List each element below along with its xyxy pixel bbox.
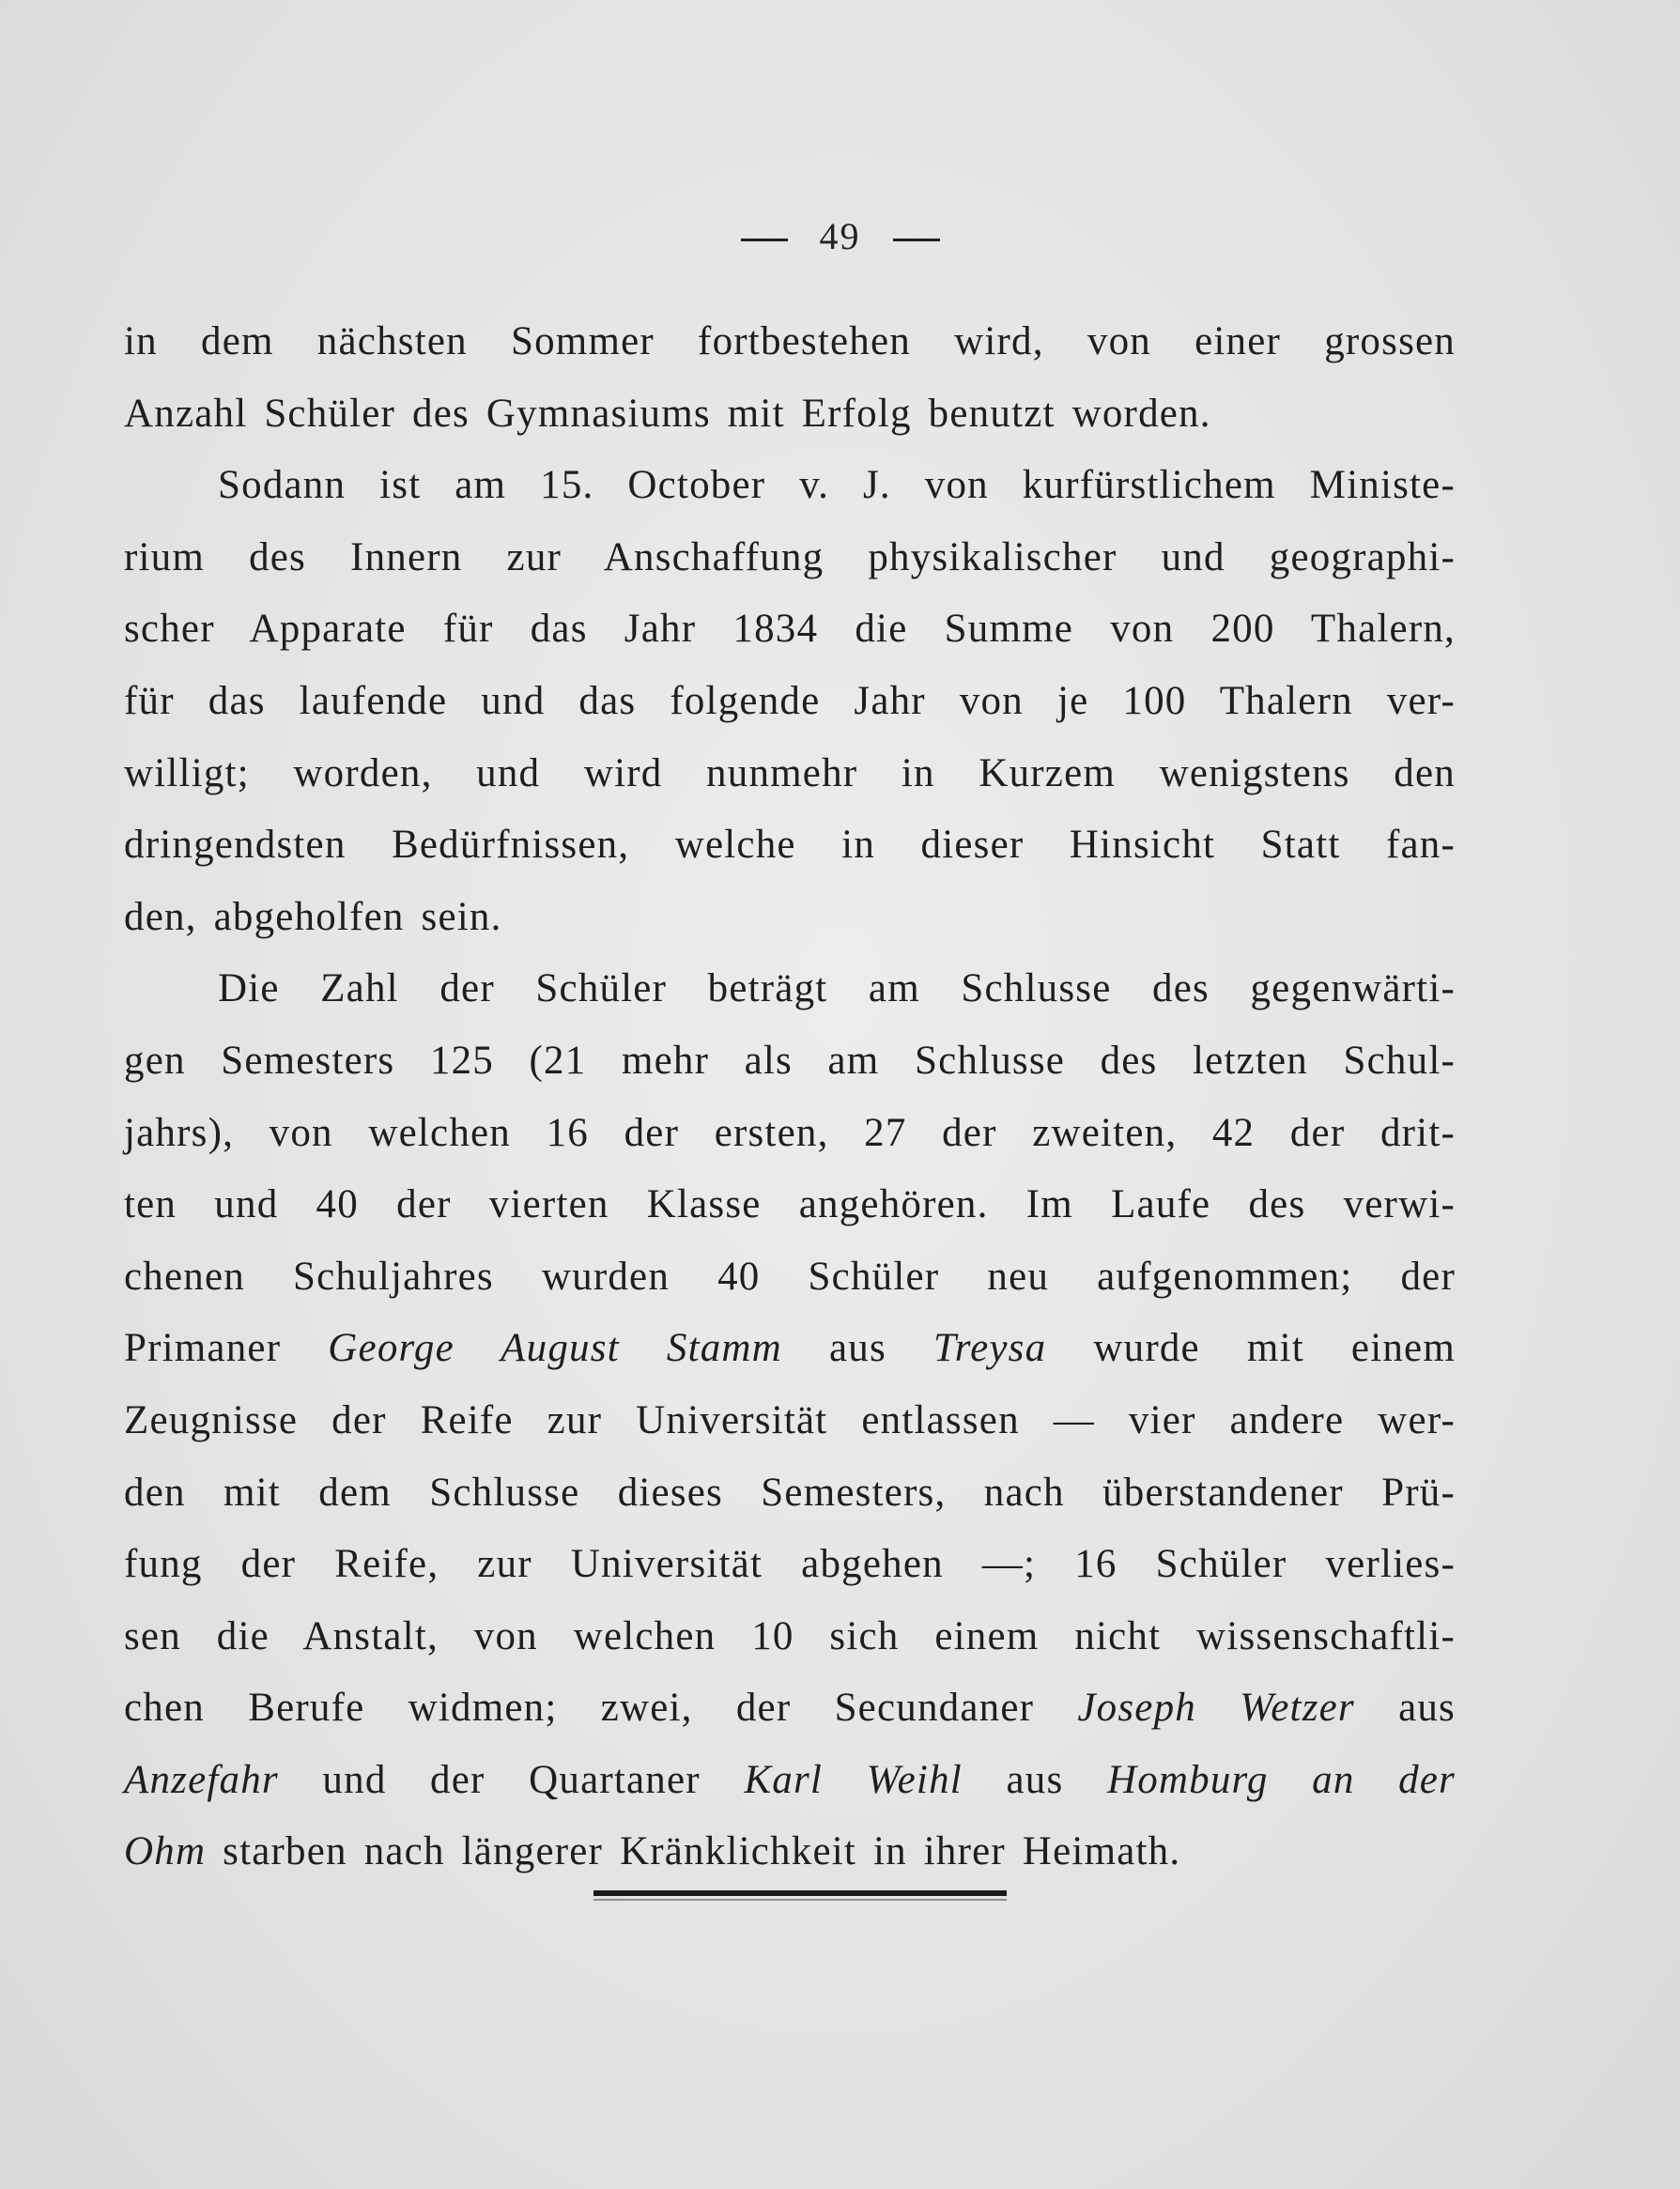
text-segment: starben nach längerer Kränklichkeit in ihrer Heimath. — [206, 1829, 1181, 1874]
text-line: chenen Schuljahres wurden 40 Schüler neu aufgenommen; der — [124, 1254, 1456, 1299]
text-segment: aus — [1354, 1686, 1456, 1731]
text-segment: aus — [781, 1326, 934, 1371]
text-segment: aus — [962, 1757, 1107, 1802]
text-line: rium des Innern zur Anschaffung physikalischer und geographi- — [124, 534, 1456, 579]
text-line: Zeugnisse der Reife zur Universität entlassen — vier andere wer- — [124, 1397, 1456, 1442]
text-line: sen die Anstalt, von welchen 10 sich einem nicht wissenschaftli- — [124, 1613, 1456, 1658]
end-rule-shadow — [593, 1899, 1007, 1901]
text-line: für das laufende und das folgende Jahr von je 100 Thalern ver- — [124, 678, 1456, 723]
text-line — [124, 1745, 1456, 1817]
header-dash-left — [741, 239, 788, 241]
text-line: scher Apparate für das Jahr 1834 die Summe von 200 Thalern, — [124, 607, 1456, 652]
text-line: den mit dem Schlusse dieses Semesters, nach überstandener Prü- — [124, 1470, 1456, 1515]
text-line: jahrs), von welchen 16 der ersten, 27 der zweiten, 42 der drit- — [124, 1110, 1456, 1155]
text-segment: chen Berufe widmen; zwei, der Secundaner — [124, 1686, 1078, 1731]
text-line: dringendsten Bedürfnissen, welche in dieser Hinsicht Statt fan- — [124, 823, 1456, 868]
end-rule — [593, 1890, 1007, 1896]
italic-name: Joseph Wetzer — [1077, 1686, 1355, 1731]
text-line — [124, 1313, 1456, 1385]
text-segment: wurde mit einem — [1046, 1326, 1456, 1371]
italic-name: Treysa — [933, 1326, 1047, 1371]
text-line: Die Zahl der Schüler beträgt am Schlusse des gegenwärti- — [218, 966, 1456, 1011]
header-dash-right — [893, 239, 940, 241]
italic-name: Karl Weihl — [744, 1757, 963, 1802]
text-segment: und der Quartaner — [278, 1757, 745, 1802]
italic-name: Anzefahr — [124, 1757, 279, 1802]
text-line: ten und 40 der vierten Klasse angehören. Im Laufe des verwi- — [124, 1182, 1456, 1227]
text-line: Sodann ist am 15. October v. J. von kurfürstlichem Ministe- — [218, 463, 1456, 508]
page-number-header — [0, 214, 1680, 258]
body-text — [124, 306, 1456, 1888]
page-number: 49 — [819, 215, 861, 257]
italic-name: Ohm — [124, 1829, 207, 1874]
italic-name: Homburg an der — [1106, 1757, 1456, 1802]
text-line: willigt; worden, und wird nunmehr in Kurzem wenigstens den — [124, 750, 1456, 795]
text-line — [124, 1816, 1456, 1888]
text-line: Anzahl Schüler des Gymnasiums mit Erfolg benutzt worden. — [124, 391, 1211, 436]
text-line: den, abgeholfen sein. — [124, 894, 502, 939]
text-line: fung der Reife, zur Universität abgehen —; 16 Schüler verlies- — [124, 1542, 1456, 1587]
text-segment: Primaner — [124, 1326, 329, 1371]
text-line: in dem nächsten Sommer fortbestehen wird, von einer grossen — [124, 319, 1456, 363]
text-line — [124, 1673, 1456, 1745]
text-line: gen Semesters 125 (21 mehr als am Schlusse des letzten Schul- — [124, 1038, 1456, 1083]
italic-name: George August Stamm — [328, 1326, 782, 1371]
